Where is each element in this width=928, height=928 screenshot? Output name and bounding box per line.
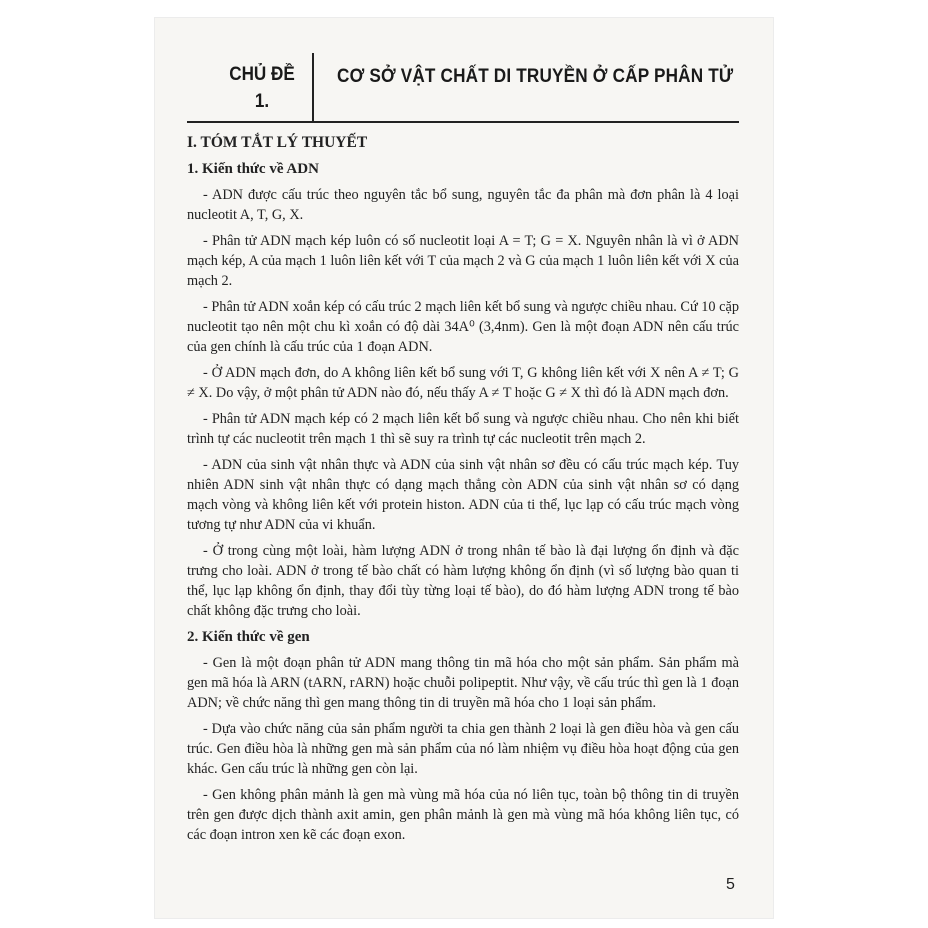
paragraph: - Phân tử ADN mạch kép luôn có số nucleotit loại A = T; G = X. Nguyên nhân là vì ở ADN mạch kép, A của mạch 1 luôn liên kết với T của mạch 2 và G của mạch 1 luôn liên kết với X của mạch 2. [187,233,739,289]
chapter-header [187,53,739,123]
chapter-label-block [213,61,312,115]
header-divider-vertical [312,53,314,123]
section-title: I. TÓM TẮT LÝ THUYẾT [187,134,368,151]
page-content [187,133,739,851]
chapter-number: 1. [254,91,270,112]
chapter-label: CHỦ ĐỀ [229,64,295,85]
book-page [155,18,773,918]
paragraph: - ADN được cấu trúc theo nguyên tắc bổ sung, nguyên tắc đa phân mà đơn phân là 4 loại nucleotit A, T, G, X. [187,187,739,223]
page-number: 5 [726,876,735,893]
paragraph: - Phân tử ADN mạch kép có 2 mạch liên kết bổ sung và ngược chiều nhau. Cho nên khi biết trình tự các nucleotit trên mạch 1 thì sẽ suy ra trình tự các nucleotit trên mạch 2. [187,411,739,447]
paragraph: - Gen là một đoạn phân tử ADN mang thông tin mã hóa cho một sản phẩm. Sản phẩm mà gen mã hóa là ARN (tARN, rARN) hoặc chuỗi polipeptit. Như vậy, về cấu trúc thì gen là 1 đoạn ADN; về chức năng thì gen mang thông tin di truyền mã hóa cho 1 loại sản phẩm. [187,655,739,711]
topic-title: CƠ SỞ VẬT CHẤT DI TRUYỀN Ở CẤP PHÂN TỬ [337,65,734,87]
paragraph: - Dựa vào chức năng của sản phẩm người ta chia gen thành 2 loại là gen điều hòa và gen cấu trúc. Gen điều hòa là những gen mà sản phẩm của nó làm nhiệm vụ điều hòa hoạt động của gen khác. Gen cấu trúc là những gen còn lại. [187,721,739,777]
paragraph: - Gen không phân mảnh là gen mà vùng mã hóa của nó liên tục, toàn bộ thông tin di truyền trên gen được dịch thành axit amin, gen phân mảnh là gen mà vùng mã hóa không liên tục, có các đoạn intron xen kẽ các đoạn exon. [187,787,739,843]
subsection-title-gen: 2. Kiến thức về gen [187,629,310,645]
header-divider-horizontal [187,121,739,123]
paragraph: - Phân tử ADN xoắn kép có cấu trúc 2 mạch liên kết bổ sung và ngược chiều nhau. Cứ 10 cặp nucleotit tạo nên một chu kì xoắn có độ dài 34A⁰ (3,4nm). Gen là một đoạn ADN nên cấu trúc của gen chính là cấu trúc của 1 đoạn ADN. [187,299,739,355]
paragraph: - ADN của sinh vật nhân thực và ADN của sinh vật nhân sơ đều có cấu trúc mạch kép. Tuy nhiên ADN sinh vật nhân thực có dạng mạch thẳng còn ADN của sinh vật nhân sơ có dạng mạch vòng và không liên kết với protein histon. ADN của ti thể, lục lạp có cấu trúc mạch vòng tương tự như ADN của vi khuẩn. [187,457,739,533]
paragraph: - Ở trong cùng một loài, hàm lượng ADN ở trong nhân tế bào là đại lượng ổn định và đặc trưng cho loài. ADN ở trong tế bào chất có hàm lượng không ổn định (vì số lượng bào quan ti thể, lục lạp không ổn định, thay đổi tùy từng loại tế bào), do đó hàm lượng ADN trong tế bào chất không đặc trưng cho loài. [187,543,739,619]
subsection-title-adn: 1. Kiến thức về ADN [187,161,319,177]
paragraph: - Ở ADN mạch đơn, do A không liên kết bổ sung với T, G không liên kết với X nên A ≠ T; G ≠ X. Do vậy, ở một phân tử ADN nào đó, nếu thấy A ≠ T hoặc G ≠ X thì đó là ADN mạch đơn. [187,365,739,401]
